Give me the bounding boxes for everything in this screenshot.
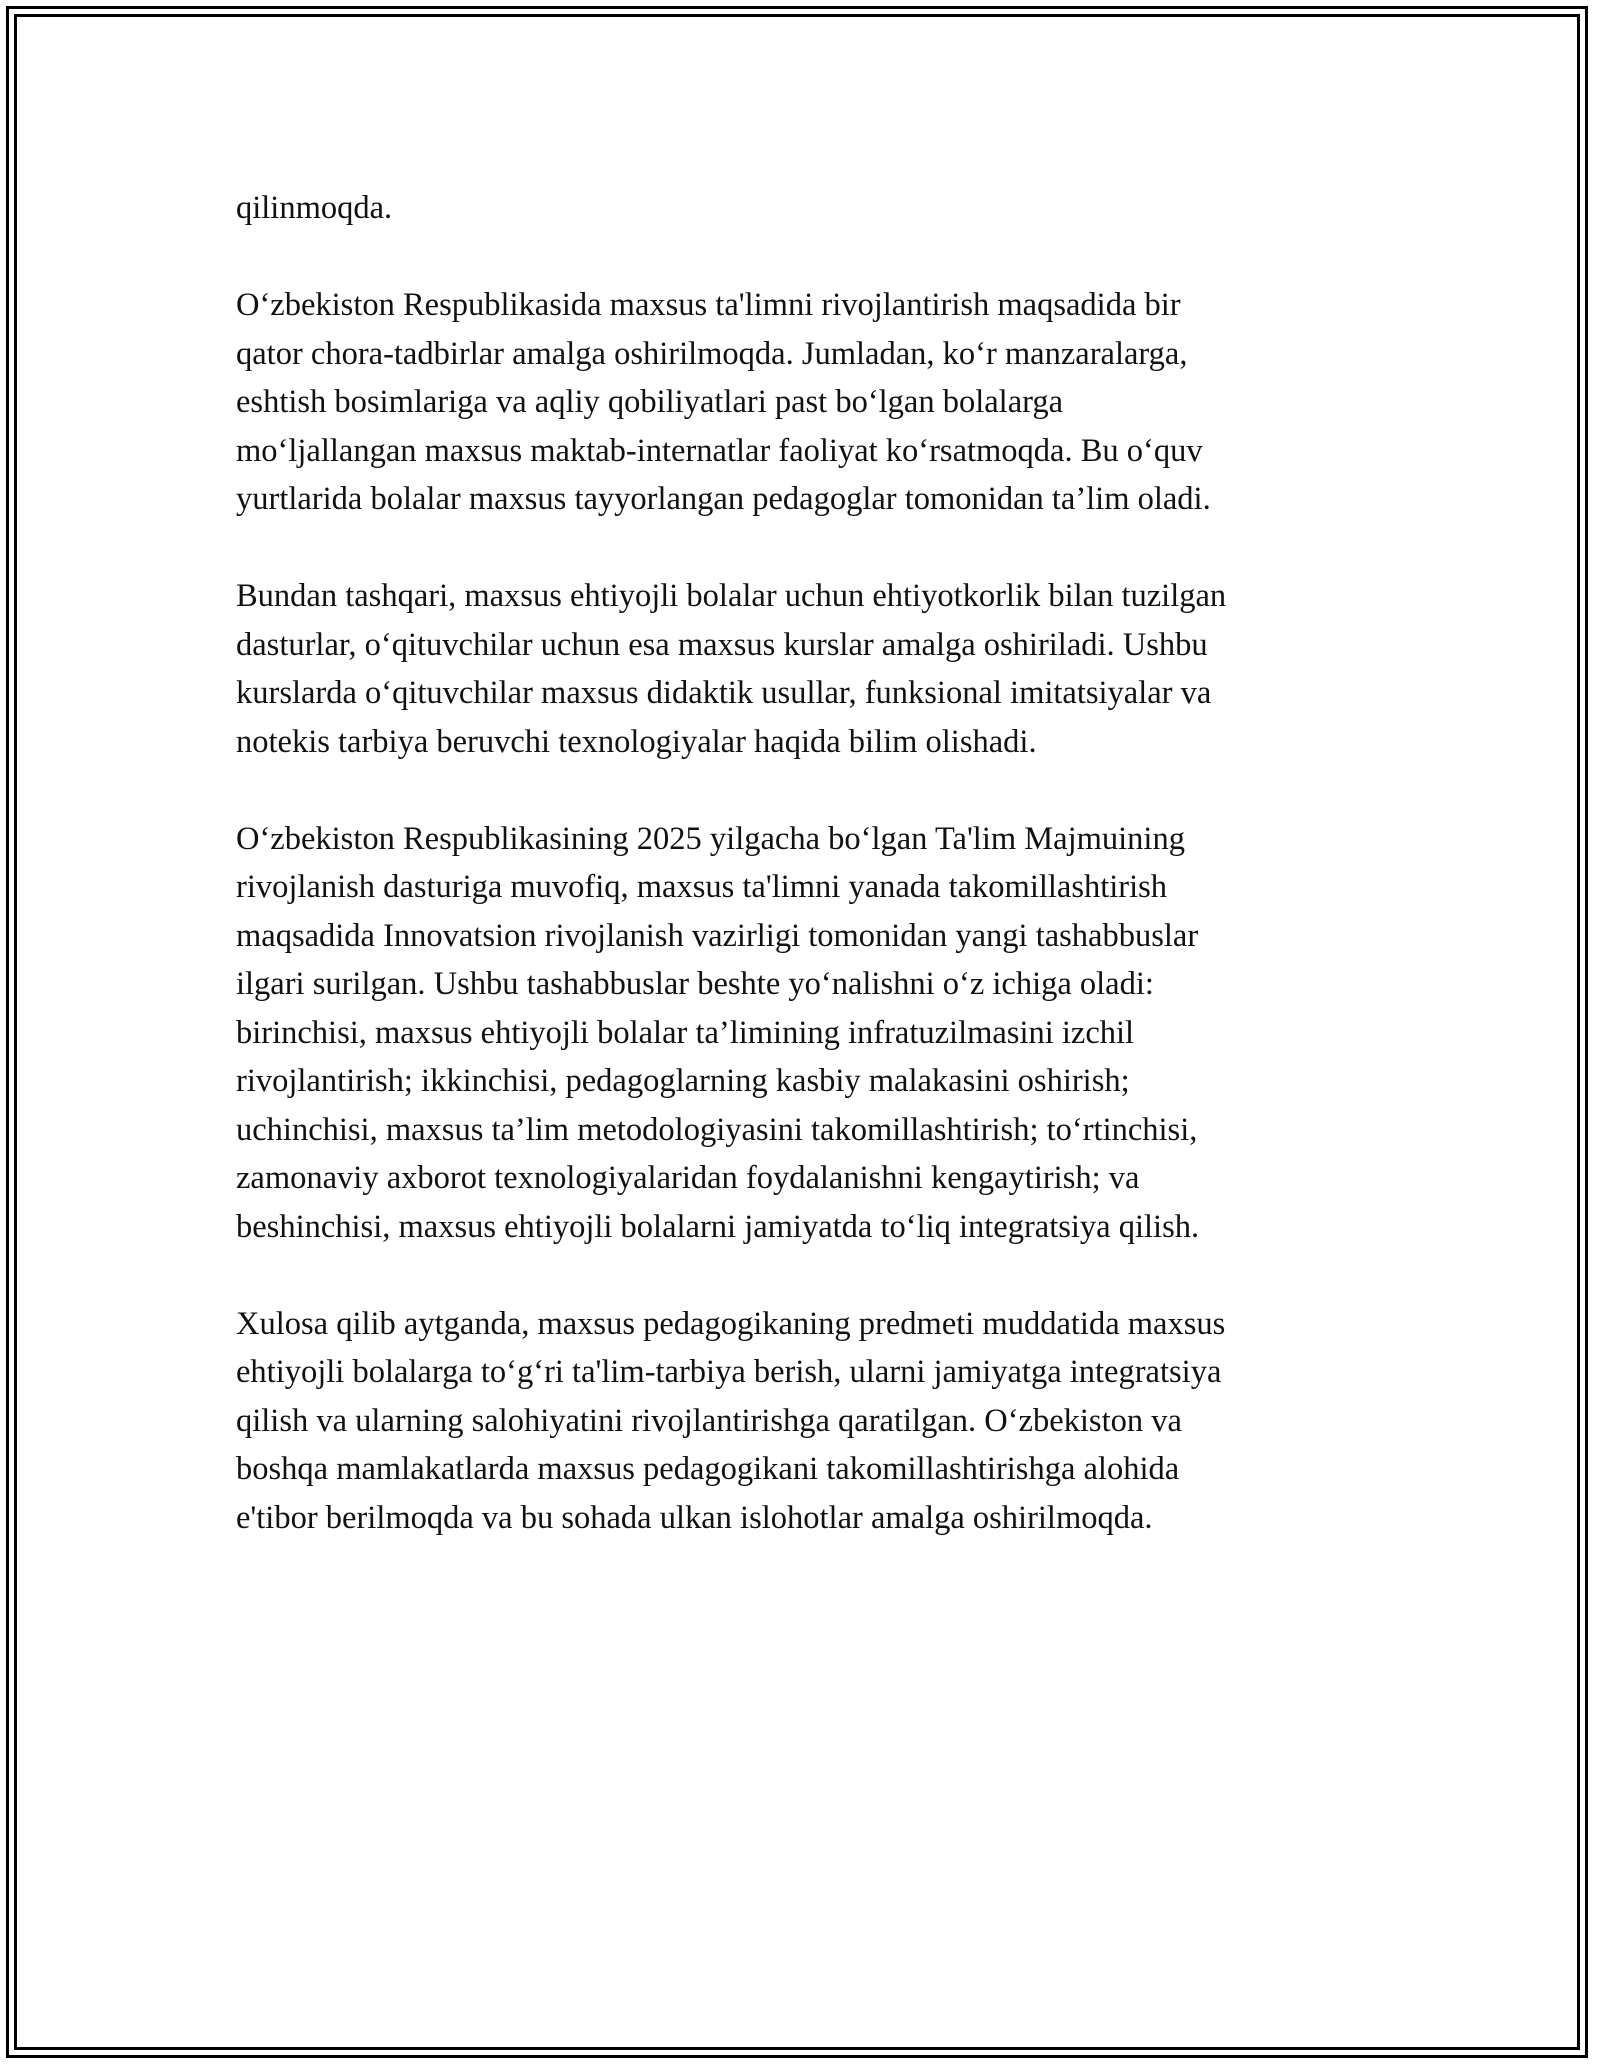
- paragraph-teacher-courses: Bundan tashqari, maxsus ehtiyojli bolalar uchun ehtiyotkorlik bilan tuzilgan dasturlar, o‘qituvchilar uchun esa maxsus kurslar amalga oshiriladi. Ushbu kurslarda o‘qituvchilar maxsus didaktik usullar, funksional imitatsiyalar va notekis tarbiya beruvchi texnologiyalar haqida bilim olishadi.: [236, 578, 1227, 760]
- paragraph-2025-initiatives: O‘zbekiston Respublikasining 2025 yilgacha bo‘lgan Ta'lim Majmuining rivojlanish dasturiga muvofiq, maxsus ta'limni yanada takomillashtirish maqsadida Innovatsion rivojlanish vazirligi tomonidan yangi tashabbuslar ilgari surilgan. Ushbu tashabbuslar beshte yo‘nalishni o‘z ichiga oladi: birinchisi, maxsus ehtiyojli bolalar ta’limining infratuzilmasini izchil rivojlantirish; ikkinchisi, pedagoglarning kasbiy malakasini oshirish; uchinchisi, maxsus ta’lim metodologiyasini takomillashtirish; to‘rtinchisi, zamonaviy axborot texnologiyalaridan foydalanishni kengaytirish; va beshinchisi, maxsus ehtiyojli bolalarni jamiyatda to‘liq integratsiya qilish.: [236, 820, 1200, 1245]
- paragraph-special-education-measures: O‘zbekiston Respublikasida maxsus ta'limni rivojlantirish maqsadida bir qator chora-tadbirlar amalga oshirilmoqda. Jumladan, ko‘r manzaralarga, eshtish bosimlariga va aqliy qobiliyatlari past bo‘lgan bolalarga mo‘ljallangan maxsus maktab-internatlar faoliyat ko‘rsatmoqda. Bu o‘quv yurtlarida bolalar maxsus tayyorlangan pedagoglar tomonidan ta’lim oladi.: [236, 287, 1211, 517]
- paragraph-conclusion: Xulosa qilib aytganda, maxsus pedagogikaning predmeti muddatida maxsus ehtiyojli bolalarga to‘g‘ri ta'lim-tarbiya berish, ularni jamiyatga integratsiya qilish va ularning salohiyatini rivojlantirishga qaratilgan. O‘zbekiston va boshqa mamlakatlarda maxsus pedagogikani takomillashtirishga alohida e'tibor berilmoqda va bu sohada ulkan islohotlar amalga oshirilmoqda.: [236, 1305, 1226, 1536]
- paragraph-continuation: qilinmoqda.: [236, 190, 393, 226]
- document-body: [236, 184, 1366, 1591]
